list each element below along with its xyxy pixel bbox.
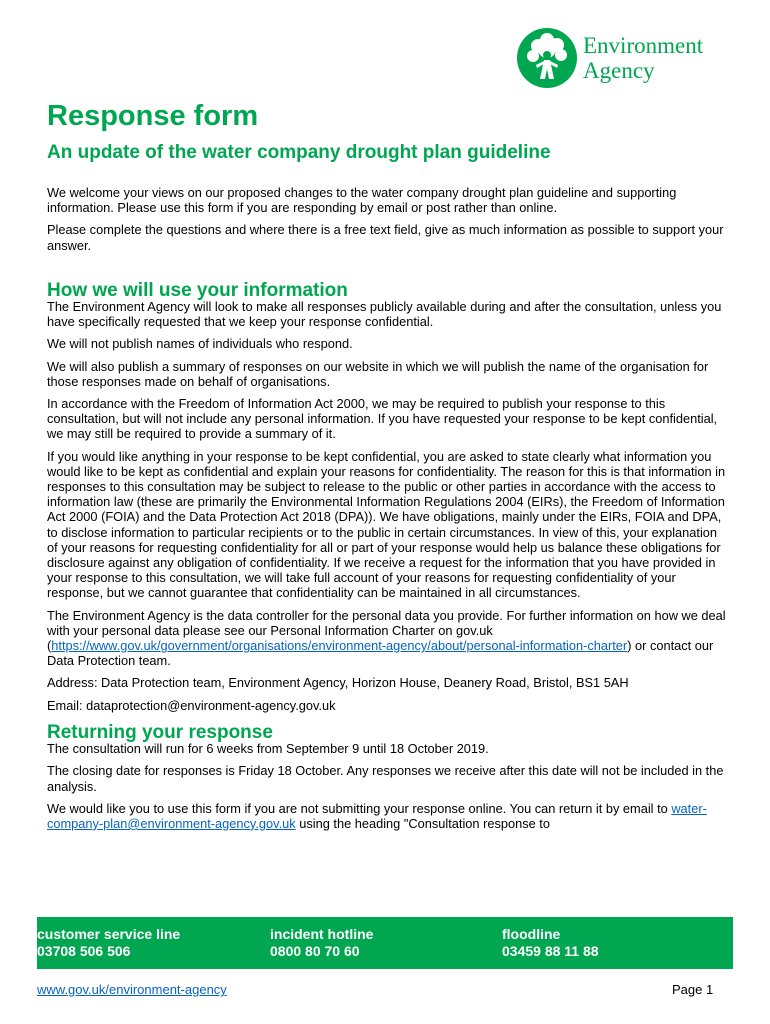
return-paragraph-1: The consultation will run for 6 weeks from September 9 until 18 October 2019. bbox=[47, 741, 489, 757]
page-number: Page 1 bbox=[672, 982, 714, 997]
logo-line-1: Environment bbox=[583, 33, 704, 58]
page-subtitle: An update of the water company drought plan guideline bbox=[47, 142, 551, 163]
customer-service-block bbox=[37, 926, 180, 960]
info-paragraph-1: The Environment Agency will look to make all responses publicly available during and after the consultation, unless you have specifically requested that we keep your response confidential. bbox=[47, 299, 722, 330]
info-paragraph-4: In accordance with the Freedom of Information Act 2000, we may be required to publish your response to this consultation, but will not include any personal information. If you have requested your response to be kept confidential, we may still be required to provide a summary of it. bbox=[47, 396, 718, 442]
intro-paragraph-2: Please complete the questions and where there is a free text field, give as much information as possible to support your answer. bbox=[47, 222, 724, 253]
returning-section-heading: Returning your response bbox=[47, 721, 273, 743]
consultation-email-link[interactable]: water-company-plan@environment-agency.gov.uk bbox=[47, 800, 707, 831]
use-form-text-after: using the heading "Consultation response to bbox=[295, 815, 550, 831]
environment-agency-logo bbox=[516, 27, 738, 93]
intro-paragraph-1: We welcome your views on our proposed changes to the water company drought plan guideline and supporting information. Please use this form if you are responding by email or post rather than online. bbox=[47, 185, 677, 216]
floodline-number: 03459 88 11 88 bbox=[502, 943, 599, 959]
contact-footer-bar bbox=[37, 917, 733, 969]
incident-hotline-block bbox=[270, 926, 373, 960]
customer-service-number: 03708 506 506 bbox=[37, 943, 131, 959]
use-form-text-before: We would like you to use this form if you are not submitting your response online. You can return it by email to bbox=[47, 800, 672, 816]
info-paragraph-5: If you would like anything in your response to be kept confidential, you are asked to state clearly what information you would like to be kept as confidential and explain your reasons for confidentiality. The reason for this is that information in responses to this consultation may be subject to release to the public or other parties in accordance with the access to information law (these are primarily the Environmental Information Regulations 2004 (EIRs), the Freedom of Information Act 2000 (FOIA) and the Data Protection Act 2018 (DPA)). We have obligations, mainly under the EIRs, FOIA and DPA, to disclose information to particular recipients or to the public in certain circumstances. In view of this, your explanation of your reasons for requesting confidentiality for all or part of your response would help us balance these obligations for disclosure against any obligation of confidentiality. If we receive a request for the information that you have provided in your response to this consultation, we will take full account of your reasons for requesting confidentiality of your response, but we cannot guarantee that confidentiality can be maintained in all circumstances. bbox=[47, 448, 726, 601]
page-title: Response form bbox=[47, 100, 259, 132]
customer-service-label: customer service line bbox=[37, 926, 181, 942]
document-body bbox=[47, 185, 727, 838]
return-paragraph-3 bbox=[47, 801, 727, 831]
tree-person-logo-icon bbox=[516, 27, 578, 89]
info-section-heading: How we will use your information bbox=[47, 279, 348, 301]
logo-line-2: Agency bbox=[583, 58, 655, 83]
incident-hotline-number: 0800 80 70 60 bbox=[270, 943, 360, 959]
return-paragraph-2: The closing date for responses is Friday 18 October. Any responses we receive after this date will not be included in the analysis. bbox=[47, 763, 724, 794]
agency-website-link[interactable]: www.gov.uk/environment-agency bbox=[37, 982, 227, 997]
email-line: Email: dataprotection@environment-agency.gov.uk bbox=[47, 697, 336, 713]
info-paragraph-2: We will not publish names of individuals who respond. bbox=[47, 336, 353, 352]
floodline-label: floodline bbox=[502, 926, 561, 942]
controller-text-after: ) or contact our Data Protection team. bbox=[47, 638, 714, 669]
controller-text-before: The Environment Agency is the data controller for the personal data you provide. For further information on how we deal with your personal data please see our Personal Information Charter on gov.uk ( bbox=[47, 607, 726, 654]
floodline-block bbox=[502, 926, 599, 960]
personal-information-charter-link[interactable]: https://www.gov.uk/government/organisations/environment-agency/about/personal-information-charter bbox=[51, 638, 628, 654]
address-line: Address: Data Protection team, Environment Agency, Horizon House, Deanery Road, Bristol, BS1 5AH bbox=[47, 675, 629, 691]
incident-hotline-label: incident hotline bbox=[270, 926, 374, 942]
logo-wordmark bbox=[583, 33, 703, 83]
data-controller-paragraph bbox=[47, 608, 727, 669]
info-paragraph-3: We will also publish a summary of responses on our website in which we will publish the name of the organisation for those responses made on behalf of organisations. bbox=[47, 358, 709, 389]
